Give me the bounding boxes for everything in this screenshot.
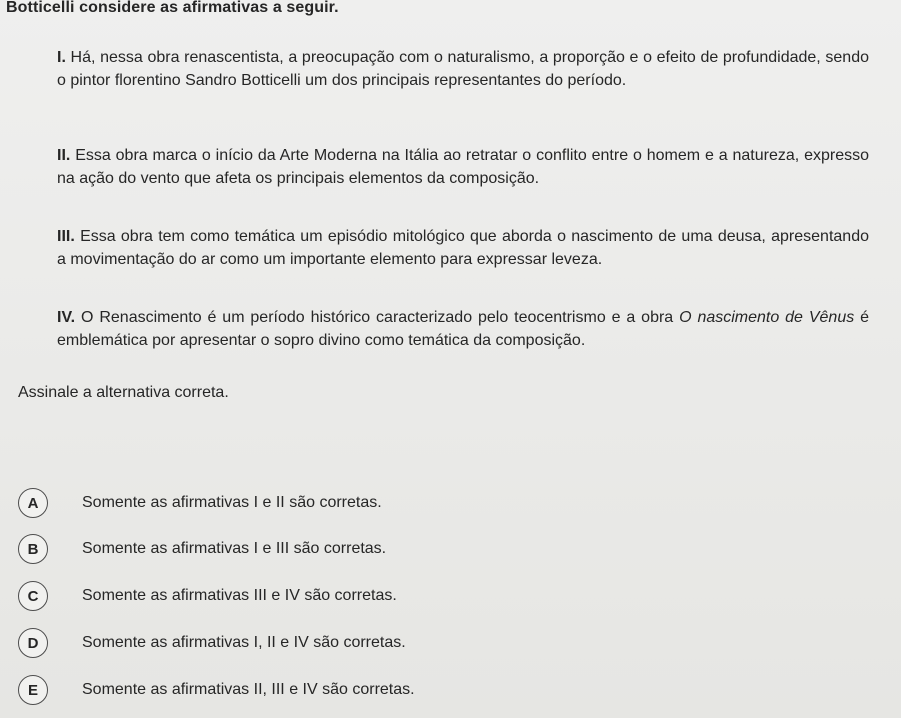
option-a-letter-badge[interactable]: A: [18, 488, 48, 518]
statement-4-number: IV.: [57, 309, 76, 326]
statement-1-text: Há, nessa obra renascentista, a preocupação com o naturalismo, a proporção e o efeito de profundidade, sendo o pintor florentino Sandro Botticelli um dos principais representantes do período.: [57, 49, 869, 89]
answer-option-b[interactable]: [18, 533, 578, 565]
question-intro: Botticelli considere as afirmativas a seguir.: [6, 0, 339, 16]
statement-1: [57, 46, 869, 92]
statement-2-text: Essa obra marca o início da Arte Moderna na Itália ao retratar o conflito entre o homem e a natureza, expresso na ação do vento que afeta os principais elementos da composição.: [57, 147, 869, 187]
answer-option-c[interactable]: [18, 580, 578, 612]
statement-3-text: Essa obra tem como temática um episódio mitológico que aborda o nascimento de uma deusa, apresentando a movimentação do ar como um importante elemento para expressar leveza.: [57, 228, 869, 268]
statement-2-number: II.: [57, 147, 71, 164]
answer-option-d[interactable]: [18, 627, 578, 659]
answer-option-a[interactable]: [18, 487, 578, 519]
statement-4-text-before: O Renascimento é um período histórico caracterizado pelo teocentrismo e a obra: [81, 309, 680, 326]
statement-3-number: III.: [57, 228, 75, 245]
answer-option-e[interactable]: [18, 674, 578, 706]
statement-2: [57, 144, 869, 190]
artwork-title: O nascimento de Vênus: [679, 309, 855, 326]
option-c-text: Somente as afirmativas III e IV são corretas.: [82, 587, 397, 604]
option-b-letter-badge[interactable]: B: [18, 534, 48, 564]
option-d-letter-badge[interactable]: D: [18, 628, 48, 658]
statement-4: [57, 306, 869, 352]
option-c-letter-badge[interactable]: C: [18, 581, 48, 611]
option-e-text: Somente as afirmativas II, III e IV são corretas.: [82, 681, 415, 698]
statement-1-number: I.: [57, 49, 66, 66]
option-b-text: Somente as afirmativas I e III são corretas.: [82, 540, 387, 557]
question-instruction: Assinale a alternativa correta.: [18, 384, 229, 401]
option-d-text: Somente as afirmativas I, II e IV são corretas.: [82, 634, 406, 651]
statement-3: [57, 225, 869, 271]
option-e-letter-badge[interactable]: E: [18, 675, 48, 705]
statement-4-text-after: é emblemática por apresentar o sopro divino como temática da composição.: [57, 309, 870, 349]
option-a-text: Somente as afirmativas I e II são corretas.: [82, 494, 382, 511]
